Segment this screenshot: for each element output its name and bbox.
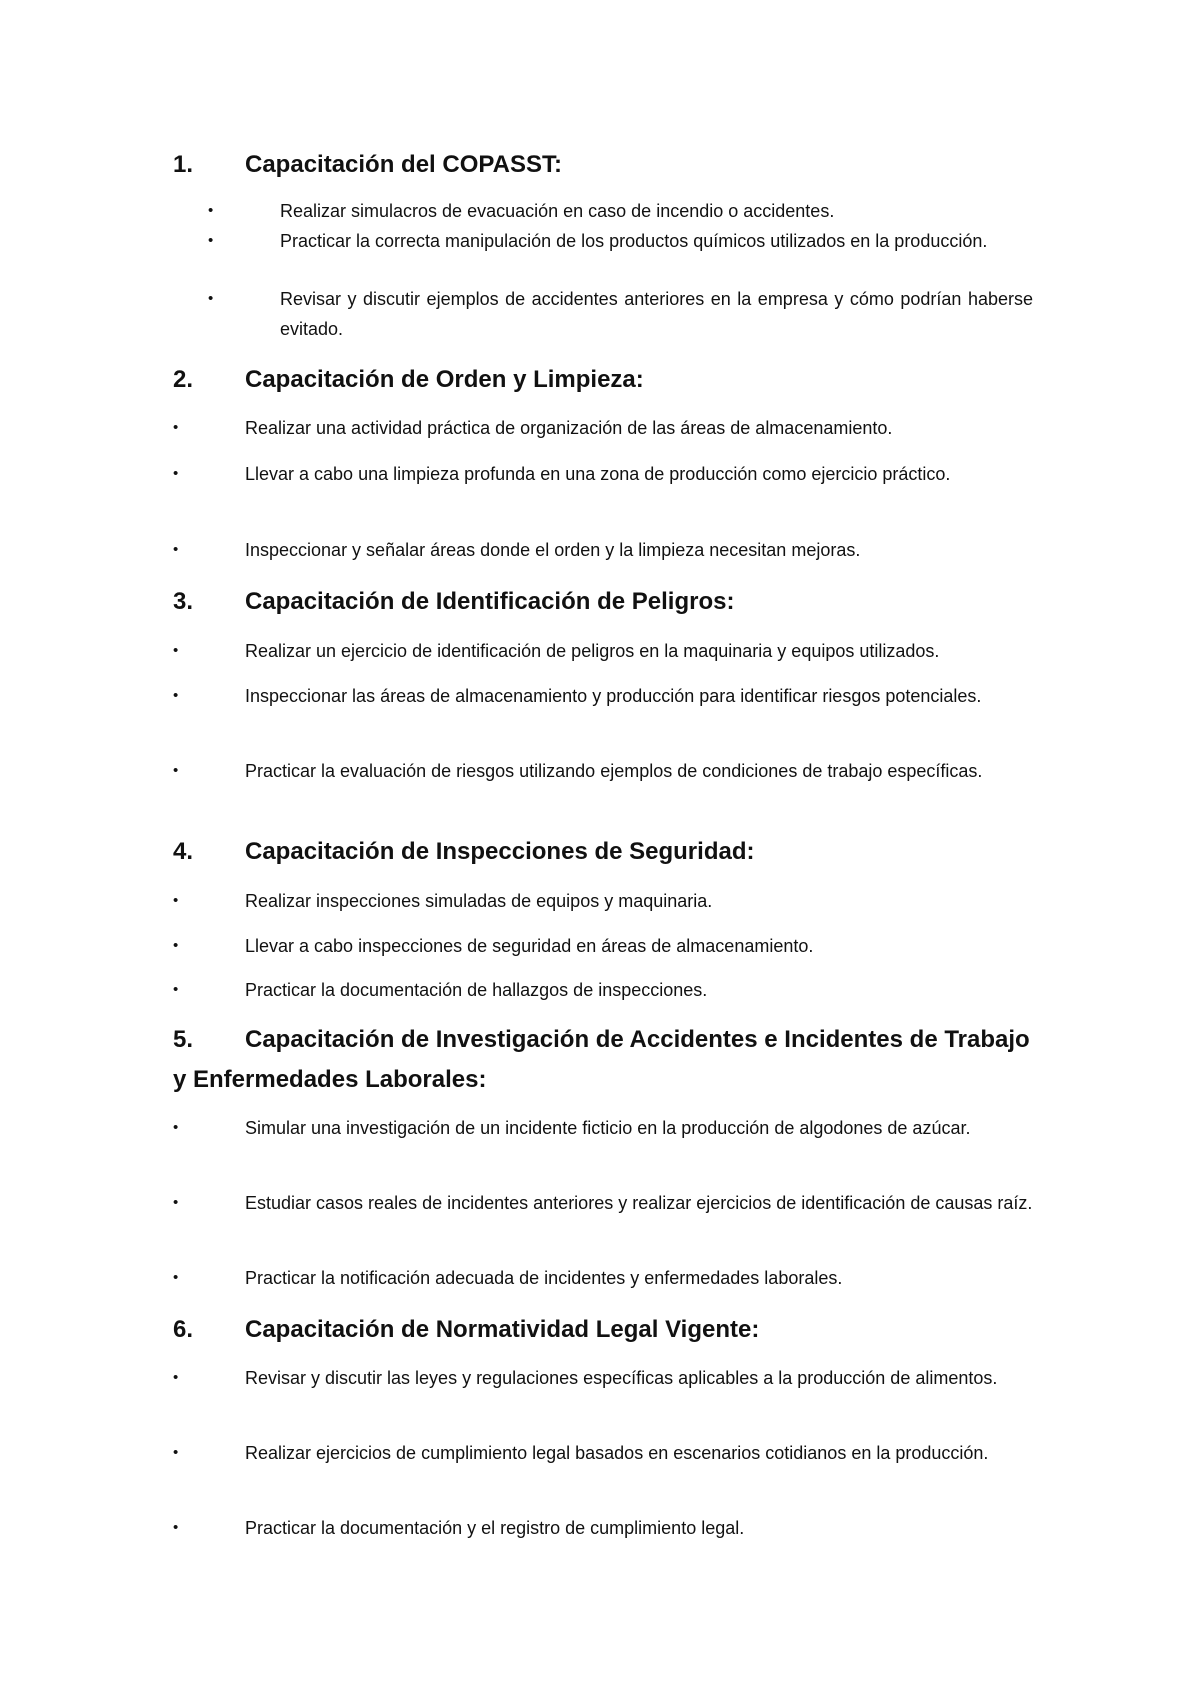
list-item: • Realizar un ejercicio de identificación de peligros en la maquinaria y equipos utilizados.: [173, 636, 1033, 666]
bullet-icon: •: [173, 1194, 179, 1211]
bullet-icon: •: [173, 541, 179, 558]
list-item: • Inspeccionar las áreas de almacenamiento y producción para identificar riesgos potenciales.: [173, 681, 1033, 711]
list-item: • Realizar una actividad práctica de organización de las áreas de almacenamiento.: [173, 413, 1033, 443]
section-title: Capacitación de Normatividad Legal Vigente:: [245, 1316, 760, 1343]
section-heading-4: [173, 832, 1033, 872]
bullet-icon: •: [208, 202, 214, 219]
list-item: • Realizar simulacros de evacuación en caso de incendio o accidentes.: [208, 196, 1033, 226]
bullet-icon: •: [173, 937, 179, 954]
bullet-icon: •: [173, 687, 179, 704]
section-title: Capacitación de Orden y Limpieza:: [245, 366, 644, 393]
bullet-icon: •: [173, 762, 179, 779]
section-number: 2.: [173, 366, 194, 393]
bullet-icon: •: [173, 1519, 179, 1536]
list-item: • Simular una investigación de un incidente ficticio en la producción de algodones de azúcar.: [173, 1113, 1033, 1143]
section-title: Capacitación del COPASST:: [245, 151, 562, 178]
bullet-icon: •: [173, 419, 179, 436]
list-item: • Estudiar casos reales de incidentes anteriores y realizar ejercicios de identificación de causas raíz.: [173, 1188, 1033, 1218]
section-number: 3.: [173, 588, 194, 615]
section-heading-5: [173, 1020, 1033, 1100]
section-title: Capacitación de Identificación de Peligros:: [245, 588, 735, 615]
section-number: 6.: [173, 1316, 194, 1343]
bullet-icon: •: [208, 290, 214, 307]
section-number: 1.: [173, 151, 194, 178]
bullet-icon: •: [173, 1119, 179, 1136]
bullet-icon: •: [173, 981, 179, 998]
section-number: 4.: [173, 838, 194, 865]
bullet-icon: •: [173, 642, 179, 659]
list-item: • Inspeccionar y señalar áreas donde el orden y la limpieza necesitan mejoras.: [173, 535, 1033, 565]
section-heading-6: [173, 1310, 1033, 1350]
list-item: • Realizar inspecciones simuladas de equipos y maquinaria.: [173, 886, 1033, 916]
list-item: • Practicar la documentación y el registro de cumplimiento legal.: [173, 1513, 1033, 1543]
section-number: 5.: [173, 1026, 194, 1053]
list-item: • Realizar ejercicios de cumplimiento legal basados en escenarios cotidianos en la producción.: [173, 1438, 1033, 1468]
section-heading-3: [173, 582, 1033, 622]
list-item: • Revisar y discutir ejemplos de accidentes anteriores en la empresa y cómo podrían haberse evitado.: [208, 284, 1033, 344]
section-heading-2: [173, 360, 1033, 400]
section-title: Capacitación de Inspecciones de Seguridad:: [245, 838, 755, 865]
list-item: • Practicar la evaluación de riesgos utilizando ejemplos de condiciones de trabajo específicas.: [173, 756, 1033, 786]
bullet-icon: •: [173, 1444, 179, 1461]
list-item: • Practicar la correcta manipulación de los productos químicos utilizados en la producción.: [208, 226, 1033, 256]
list-item: • Practicar la notificación adecuada de incidentes y enfermedades laborales.: [173, 1263, 1033, 1293]
bullet-icon: •: [173, 1369, 179, 1386]
list-item: • Llevar a cabo inspecciones de seguridad en áreas de almacenamiento.: [173, 931, 1033, 961]
bullet-icon: •: [208, 232, 214, 249]
list-item: • Practicar la documentación de hallazgos de inspecciones.: [173, 975, 1033, 1005]
bullet-icon: •: [173, 465, 179, 482]
section-title: Capacitación de Investigación de Accidentes e Incidentes de Trabajo y Enfermedades Laborales:: [173, 1026, 1030, 1093]
bullet-icon: •: [173, 892, 179, 909]
list-item: • Revisar y discutir las leyes y regulaciones específicas aplicables a la producción de alimentos.: [173, 1363, 1033, 1393]
section-heading-1: [173, 145, 1033, 185]
list-item: • Llevar a cabo una limpieza profunda en una zona de producción como ejercicio práctico.: [173, 459, 1033, 489]
bullet-icon: •: [173, 1269, 179, 1286]
